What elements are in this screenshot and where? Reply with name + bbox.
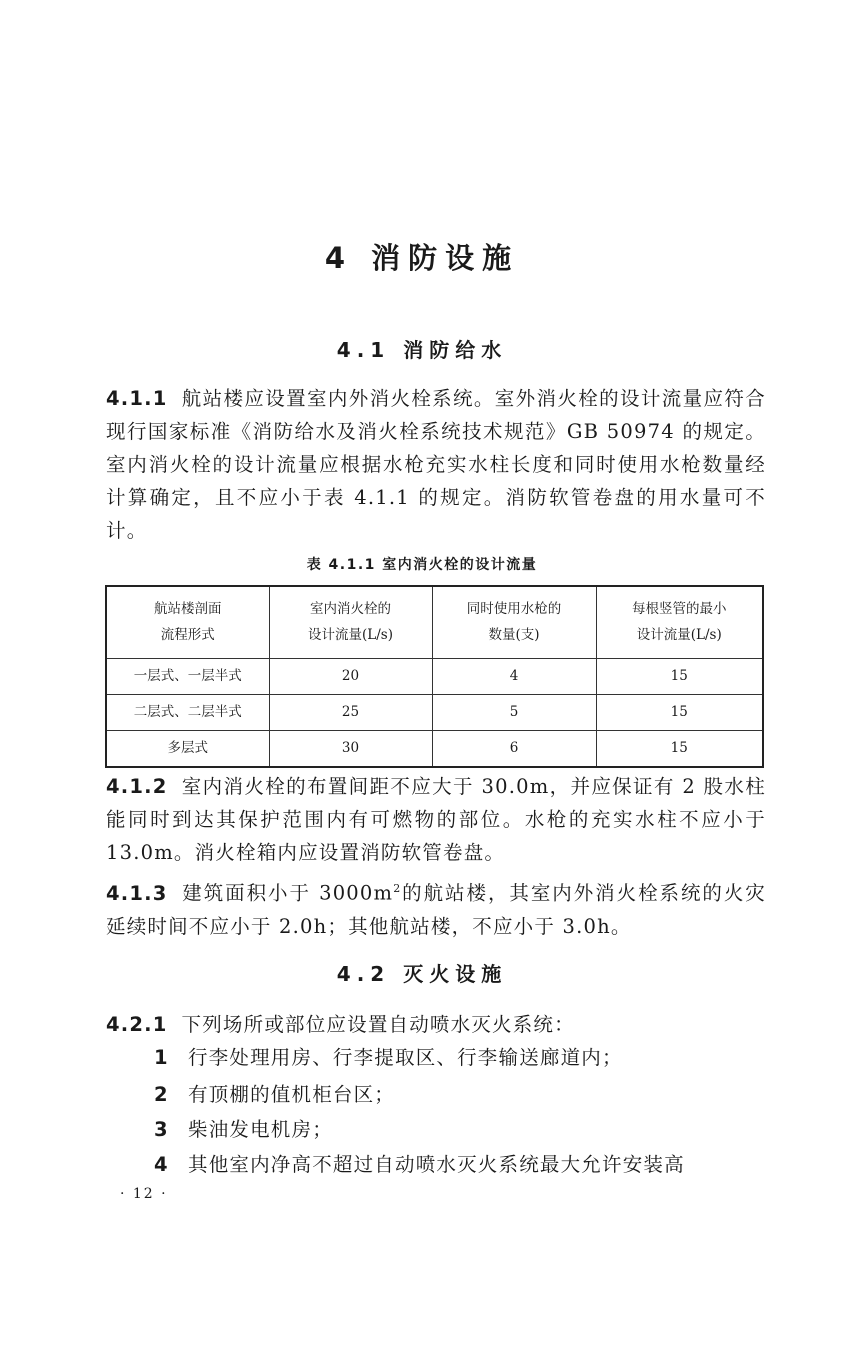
table-row [106,730,763,767]
table-cell: 多层式 [106,730,269,767]
item-number: 4 [154,1153,169,1176]
table-cell: 30 [269,730,432,767]
clause-4-1-2 [106,770,766,869]
table-header-cell: 室内消火栓的 设计流量(L/s) [269,586,432,658]
clause-4-1-3 [106,872,766,943]
item-text: 有顶棚的值机柜台区； [188,1083,396,1106]
chapter-title: 4 消防设施 [324,241,520,275]
clause-text-b: 的航站楼，其室内外消火栓系统的火灾延续时间不应小于 2.0h；其他航站楼，不应小于 3.0h。 [106,881,766,938]
table-cell: 25 [269,694,432,730]
table-cell: 5 [432,694,596,730]
table-cell: 15 [596,694,763,730]
list-item [154,1041,766,1074]
superscript: 2 [393,882,402,895]
item-text: 柴油发电机房； [188,1118,333,1141]
table-header-cell: 每根竖管的最小 设计流量(L/s) [596,586,763,658]
item-text: 行李处理用房、行李提取区、行李输送廊道内； [188,1046,623,1069]
list-item [154,1113,766,1146]
table-cell: 15 [596,730,763,767]
clause-number: 4.2.1 [106,1013,168,1036]
clause-text: 航站楼应设置室内外消火栓系统。室外消火栓的设计流量应符合现行国家标准《消防给水及消火栓系统技术规范》GB 50974 的规定。室内消火栓的设计流量应根据水枪充实水柱长度和同时使用水枪数量经计算确定，且不应小于表 4.1.1 的规定。消防软管卷盘的用水量可不计。 [106,387,766,542]
table-row [106,658,763,694]
flow-rate-table [105,585,764,768]
table-cell: 15 [596,658,763,694]
table-row [106,694,763,730]
item-number: 1 [154,1046,169,1069]
clause-4-2-1 [106,1008,766,1041]
table-cell: 4 [432,658,596,694]
clause-text-a: 建筑面积小于 3000m [181,881,394,905]
list-item [154,1078,766,1111]
page-number: · 12 · [120,1186,168,1202]
table-header-cell: 同时使用水枪的 数量(支) [432,586,596,658]
clause-4-1-1 [106,382,766,547]
table-cell: 一层式、一层半式 [106,658,269,694]
clause-number: 4.1.1 [106,387,168,410]
item-text: 其他室内净高不超过自动喷水灭火系统最大允许安装高 [188,1153,685,1176]
clause-number: 4.1.3 [106,881,168,905]
table-cell: 6 [432,730,596,767]
table-cell: 20 [269,658,432,694]
list-item [154,1148,766,1181]
table-cell: 二层式、二层半式 [106,694,269,730]
item-number: 3 [154,1118,169,1141]
section-title-4-2: 4.2 灭火设施 [336,962,508,986]
clause-number: 4.1.2 [106,775,168,798]
clause-text: 下列场所或部位应设置自动喷水灭火系统： [181,1013,575,1036]
table-header-cell: 航站楼剖面 流程形式 [106,586,269,658]
table-caption: 表 4.1.1 室内消火栓的设计流量 [306,557,538,573]
clause-text: 室内消火栓的布置间距不应大于 30.0m，并应保证有 2 股水柱能同时到达其保护范围内有可燃物的部位。水枪的充实水柱不应小于 13.0m。消火栓箱内应设置消防软管卷盘。 [106,775,766,864]
item-number: 2 [154,1083,169,1106]
section-title-4-1: 4.1 消防给水 [336,338,508,362]
